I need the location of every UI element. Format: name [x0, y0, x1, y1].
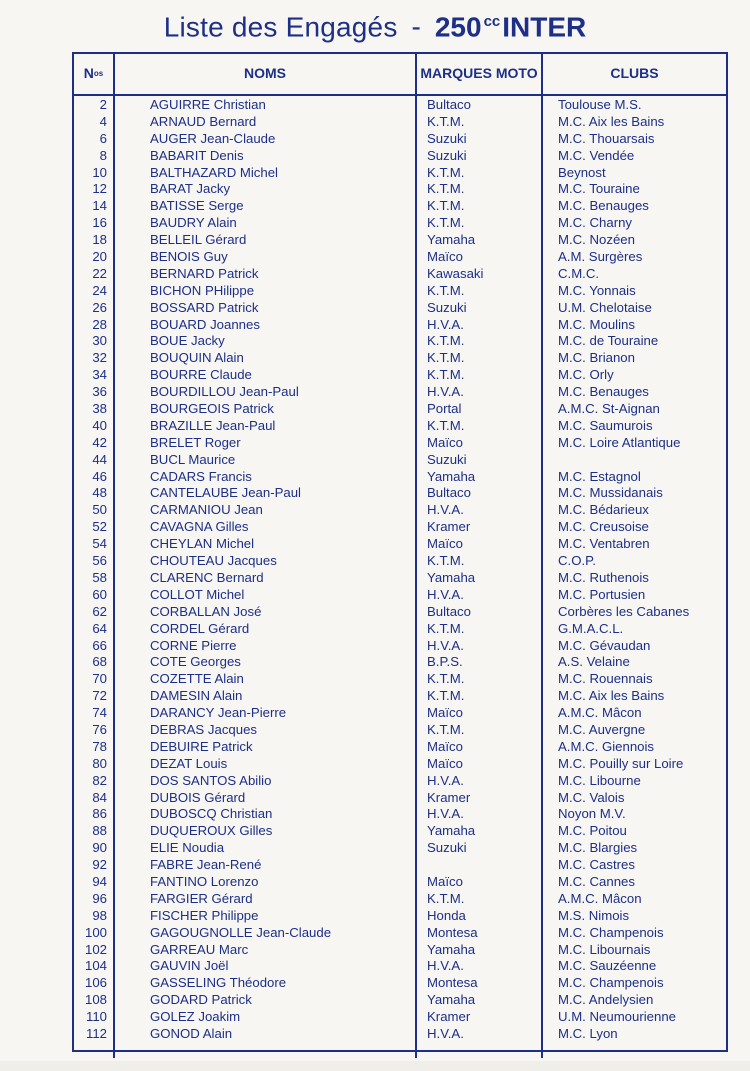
table-row [0, 688, 750, 705]
entry-number: 54 [92, 536, 107, 552]
entry-number: 88 [92, 823, 107, 839]
rider-name: BELLEIL Gérard [150, 232, 247, 248]
club-name: M.C. Champenois [558, 924, 664, 940]
club-name: M.C. de Touraine [558, 333, 659, 349]
motorcycle-make: K.T.M. [427, 181, 465, 197]
table-row [0, 705, 750, 722]
entry-number: 104 [84, 958, 107, 974]
club-name: G.M.A.C.L. [558, 620, 624, 636]
rider-name: GARREAU Marc [150, 941, 249, 957]
motorcycle-make: Yamaha [427, 823, 476, 839]
table-row [0, 198, 750, 215]
rider-name: CHOUTEAU Jacques [150, 553, 277, 569]
motorcycle-make: Bultaco [427, 603, 471, 619]
rider-name: GOLEZ Joakim [150, 1009, 241, 1025]
club-name: M.C. Portusien [558, 586, 646, 602]
table-row [0, 1009, 750, 1026]
rider-name: BOUQUIN Alain [150, 350, 244, 366]
motorcycle-make: Montesa [427, 975, 478, 991]
club-name: A.M.C. Mâcon [558, 705, 642, 721]
table-row [0, 249, 750, 266]
entry-number: 48 [92, 485, 107, 501]
table-row [0, 722, 750, 739]
entry-number: 100 [84, 924, 107, 940]
motorcycle-make: K.T.M. [427, 164, 465, 180]
motorcycle-make: Kramer [427, 519, 471, 535]
club-name: M.S. Nimois [558, 907, 630, 923]
rider-name: GODARD Patrick [150, 992, 252, 1008]
entry-number: 2 [99, 97, 107, 112]
club-name: M.C. Touraine [558, 181, 640, 197]
entry-number: 102 [84, 941, 107, 957]
entry-number: 62 [92, 603, 107, 619]
header-make-label: MARQUES MOTO [420, 65, 538, 81]
table-row [0, 621, 750, 638]
club-name: C.O.P. [558, 553, 596, 569]
rider-name: DEBRAS Jacques [150, 721, 258, 737]
table-row [0, 148, 750, 165]
entry-number: 112 [85, 1025, 107, 1041]
rider-name: CAVAGNA Gilles [150, 519, 249, 535]
motorcycle-make: Bultaco [427, 485, 471, 501]
entry-number: 64 [92, 620, 107, 636]
title-cc-number: 250 [434, 11, 482, 43]
table-row [0, 958, 750, 975]
club-name: U.M. Neumourienne [558, 1009, 677, 1025]
club-name: U.M. Chelotaise [558, 299, 652, 315]
table-row [0, 114, 750, 131]
rider-name: BENOIS Guy [150, 249, 228, 265]
motorcycle-make: K.T.M. [427, 688, 465, 704]
table-row [0, 857, 750, 874]
club-name: M.C. Bédarieux [558, 502, 649, 518]
motorcycle-make: K.T.M. [427, 721, 465, 737]
club-name: Corbères les Cabanes [558, 603, 690, 619]
club-name: M.C. Ventabren [558, 536, 650, 552]
motorcycle-make: Yamaha [427, 468, 476, 484]
header-divider [72, 94, 728, 96]
title-text: Liste des Engagés [163, 11, 398, 43]
rider-name: BOSSARD Patrick [150, 299, 259, 315]
club-name: Toulouse M.S. [558, 97, 642, 112]
header-club-label: CLUBS [610, 65, 659, 81]
motorcycle-make: Suzuki [427, 299, 467, 315]
entry-number: 46 [92, 468, 107, 484]
header-name-label: NOMS [244, 65, 286, 81]
table-row [0, 181, 750, 198]
rider-name: DARANCY Jean-Pierre [150, 705, 287, 721]
entry-number: 50 [92, 502, 107, 518]
rider-name: CORBALLAN José [150, 603, 262, 619]
rider-name: BRELET Roger [150, 434, 241, 450]
table-row [0, 452, 750, 469]
entry-number: 26 [92, 299, 107, 315]
rider-name: BOUE Jacky [150, 333, 225, 349]
rider-name: FABRE Jean-René [150, 857, 262, 873]
entry-number: 60 [92, 586, 107, 602]
motorcycle-make: K.T.M. [427, 198, 465, 214]
club-name: M.C. Lyon [558, 1025, 618, 1041]
club-name: M.C. Nozéen [558, 232, 635, 248]
club-name: M.C. Benauges [558, 198, 649, 214]
motorcycle-make: K.T.M. [427, 350, 465, 366]
entries-list [0, 97, 750, 1043]
club-name: M.C. Aix les Bains [558, 113, 665, 129]
entry-number: 110 [85, 1009, 107, 1025]
entry-number: 82 [92, 772, 107, 788]
page-title [0, 4, 750, 45]
club-name: M.C. Mussidanais [558, 485, 663, 501]
entry-number: 28 [92, 316, 107, 332]
table-row [0, 992, 750, 1009]
club-name: M.C. Charny [558, 215, 633, 231]
rider-name: DEBUIRE Patrick [150, 738, 253, 754]
club-name: A.M.C. Giennois [558, 738, 655, 754]
rider-name: FISCHER Philippe [150, 907, 259, 923]
motorcycle-make: Maïco [427, 536, 463, 552]
motorcycle-make: Montesa [427, 924, 478, 940]
club-name: Beynost [558, 164, 606, 180]
table-row [0, 283, 750, 300]
entry-number: 96 [92, 890, 107, 906]
entry-number: 32 [92, 350, 107, 366]
table-row [0, 232, 750, 249]
motorcycle-make: H.V.A. [427, 806, 464, 822]
rider-name: DUBOIS Gérard [150, 789, 246, 805]
table-row [0, 671, 750, 688]
motorcycle-make: Kawasaki [427, 265, 484, 281]
entry-number: 76 [92, 721, 107, 737]
motorcycle-make: Yamaha [427, 569, 476, 585]
club-name: M.C. Auvergne [558, 721, 646, 737]
motorcycle-make: Suzuki [427, 147, 467, 163]
motorcycle-make: H.V.A. [427, 1025, 464, 1041]
header-num-sup: os [93, 68, 104, 78]
club-name: M.C. Castres [558, 857, 635, 873]
motorcycle-make: Kramer [427, 1009, 471, 1025]
table-row [0, 97, 750, 114]
rider-name: BUCL Maurice [150, 451, 236, 467]
rider-name: AGUIRRE Christian [150, 97, 266, 112]
table-row [0, 485, 750, 502]
club-name: M.C. Ruthenois [558, 569, 649, 585]
rider-name: BICHON PHilippe [150, 282, 255, 298]
rider-name: BOUARD Joannes [150, 316, 260, 332]
table-row [0, 215, 750, 232]
table-row [0, 333, 750, 350]
entry-number: 40 [92, 417, 107, 433]
table-row [0, 773, 750, 790]
motorcycle-make: Portal [427, 401, 462, 417]
rider-name: CHEYLAN Michel [150, 536, 255, 552]
table-row [0, 469, 750, 486]
entry-number: 20 [92, 249, 107, 265]
club-name: M.C. Estagnol [558, 468, 641, 484]
rider-name: BARAT Jacky [150, 181, 231, 197]
club-name: A.S. Velaine [558, 654, 630, 670]
club-name: Noyon M.V. [558, 806, 626, 822]
motorcycle-make: B.P.S. [427, 654, 463, 670]
entry-number: 86 [92, 806, 107, 822]
club-name: M.C. Andelysien [558, 992, 654, 1008]
motorcycle-make: K.T.M. [427, 215, 465, 231]
table-row [0, 131, 750, 148]
rider-name: ARNAUD Bernard [150, 113, 257, 129]
motorcycle-make: Yamaha [427, 232, 476, 248]
table-row [0, 587, 750, 604]
rider-name: BOURRE Claude [150, 367, 252, 383]
motorcycle-make: Maïco [427, 755, 463, 771]
motorcycle-make: H.V.A. [427, 384, 464, 400]
entry-number: 34 [92, 367, 107, 383]
entry-number: 10 [92, 164, 107, 180]
rider-name: BATISSE Serge [150, 198, 244, 214]
table-row [0, 536, 750, 553]
motorcycle-make: Suzuki [427, 451, 467, 467]
motorcycle-make: H.V.A. [427, 586, 464, 602]
rider-name: COZETTE Alain [150, 671, 244, 687]
motorcycle-make: Honda [427, 907, 466, 923]
table-row [0, 840, 750, 857]
entry-number: 52 [92, 519, 107, 535]
rider-name: FARGIER Gérard [150, 890, 253, 906]
table-row [0, 165, 750, 182]
club-name: M.C. Saumurois [558, 417, 653, 433]
club-name: M.C. Champenois [558, 975, 664, 991]
rider-name: GONOD Alain [150, 1025, 233, 1041]
entry-number: 44 [92, 451, 107, 467]
rider-name: CORDEL Gérard [150, 620, 250, 636]
table-row [0, 806, 750, 823]
rider-name: BERNARD Patrick [150, 265, 259, 281]
club-name: M.C. Pouilly sur Loire [558, 755, 684, 771]
rider-name: DUQUEROUX Gilles [150, 823, 273, 839]
club-name: M.C. Thouarsais [558, 130, 655, 146]
rider-name: DEZAT Louis [150, 755, 228, 771]
rider-name: BAUDRY Alain [150, 215, 237, 231]
entry-number: 68 [92, 654, 107, 670]
entry-number: 36 [92, 384, 107, 400]
club-name: M.C. Libournais [558, 941, 651, 957]
entry-number: 74 [92, 705, 107, 721]
motorcycle-make: Maïco [427, 738, 463, 754]
club-name: M.C. Moulins [558, 316, 635, 332]
motorcycle-make: K.T.M. [427, 333, 465, 349]
club-name: M.C. Vendée [558, 147, 635, 163]
entry-number: 90 [92, 840, 107, 856]
club-name: M.C. Poitou [558, 823, 627, 839]
rider-name: DUBOSCQ Christian [150, 806, 273, 822]
table-row [0, 367, 750, 384]
club-name: M.C. Loire Atlantique [558, 434, 681, 450]
rider-name: COTE Georges [150, 654, 241, 670]
rider-name: BOURGEOIS Patrick [150, 401, 274, 417]
entry-number: 92 [92, 857, 107, 873]
club-name: M.C. Sauzéenne [558, 958, 657, 974]
table-row [0, 942, 750, 959]
rider-name: AUGER Jean-Claude [150, 130, 276, 146]
entry-number: 56 [92, 553, 107, 569]
table-row [0, 502, 750, 519]
club-name: M.C. Blargies [558, 840, 638, 856]
club-name: A.M. Surgères [558, 249, 643, 265]
table-row [0, 266, 750, 283]
rider-name: GAUVIN Joël [150, 958, 229, 974]
header-club [543, 52, 726, 94]
motorcycle-make: Maïco [427, 249, 463, 265]
motorcycle-make: Suzuki [427, 130, 467, 146]
rider-name: GAGOUGNOLLE Jean-Claude [150, 924, 332, 940]
entry-number: 70 [92, 671, 107, 687]
table-row [0, 654, 750, 671]
motorcycle-make: K.T.M. [427, 553, 465, 569]
motorcycle-make: Kramer [427, 789, 471, 805]
entry-number: 6 [99, 130, 107, 146]
rider-name: ELIE Noudia [150, 840, 225, 856]
club-name: M.C. Valois [558, 789, 625, 805]
entry-number: 94 [92, 873, 107, 889]
entry-number: 8 [99, 147, 107, 163]
entry-number: 84 [92, 789, 107, 805]
motorcycle-make: H.V.A. [427, 772, 464, 788]
entry-number: 106 [84, 975, 107, 991]
entry-number: 72 [92, 688, 107, 704]
table-row [0, 874, 750, 891]
club-name: M.C. Orly [558, 367, 614, 383]
motorcycle-make: Maïco [427, 434, 463, 450]
club-name: M.C. Yonnais [558, 282, 636, 298]
entry-number: 42 [92, 434, 107, 450]
rider-name: FANTINO Lorenzo [150, 873, 259, 889]
club-name: M.C. Benauges [558, 384, 649, 400]
header-make [417, 52, 541, 94]
entry-number: 98 [92, 907, 107, 923]
motorcycle-make: Maïco [427, 705, 463, 721]
rider-name: BRAZILLE Jean-Paul [150, 417, 276, 433]
rider-name: BALTHAZARD Michel [150, 164, 278, 180]
motorcycle-make: K.T.M. [427, 113, 465, 129]
table-row [0, 570, 750, 587]
motorcycle-make: K.T.M. [427, 620, 465, 636]
entry-number: 12 [92, 181, 107, 197]
table-row [0, 925, 750, 942]
entry-number: 24 [92, 282, 107, 298]
table-row [0, 891, 750, 908]
motorcycle-make: Maïco [427, 873, 463, 889]
motorcycle-make: K.T.M. [427, 417, 465, 433]
title-cc-unit: cc [483, 13, 501, 30]
club-name: M.C. Creusoise [558, 519, 649, 535]
motorcycle-make: Yamaha [427, 941, 476, 957]
table-row [0, 401, 750, 418]
rider-name: BOURDILLOU Jean-Paul [150, 384, 299, 400]
table-row [0, 384, 750, 401]
entry-number: 4 [99, 113, 107, 129]
club-name: A.M.C. Mâcon [558, 890, 642, 906]
motorcycle-make: H.V.A. [427, 316, 464, 332]
rider-name: CLARENC Bernard [150, 569, 264, 585]
table-row [0, 823, 750, 840]
rider-name: CANTELAUBE Jean-Paul [150, 485, 301, 501]
club-name: M.C. Brianon [558, 350, 635, 366]
motorcycle-make: K.T.M. [427, 890, 465, 906]
rider-name: DOS SANTOS Abilio [150, 772, 272, 788]
title-separator: - [411, 11, 421, 43]
header-name [115, 52, 415, 94]
header-num-label: N [83, 65, 94, 81]
motorcycle-make: Suzuki [427, 840, 467, 856]
entry-number: 30 [92, 333, 107, 349]
entry-number: 80 [92, 755, 107, 771]
rider-name: BABARIT Denis [150, 147, 244, 163]
table-row [0, 435, 750, 452]
club-name: M.C. Cannes [558, 873, 635, 889]
table-row [0, 638, 750, 655]
rider-name: CADARS Francis [150, 468, 252, 484]
club-name: M.C. Aix les Bains [558, 688, 665, 704]
table-row [0, 418, 750, 435]
title-class: INTER [502, 11, 587, 43]
entry-number: 14 [92, 198, 107, 214]
motorcycle-make: H.V.A. [427, 502, 464, 518]
page-bottom-edge [0, 1061, 750, 1071]
entry-number: 66 [92, 637, 107, 653]
club-name: A.M.C. St-Aignan [558, 401, 660, 417]
club-name: C.M.C. [558, 265, 600, 281]
motorcycle-make: K.T.M. [427, 671, 465, 687]
motorcycle-make: Bultaco [427, 97, 471, 112]
table-row [0, 350, 750, 367]
entry-number: 58 [92, 569, 107, 585]
club-name: M.C. Libourne [558, 772, 641, 788]
rider-name: CORNE Pierre [150, 637, 237, 653]
entry-number: 16 [92, 215, 107, 231]
entry-number: 108 [84, 992, 107, 1008]
motorcycle-make: K.T.M. [427, 282, 465, 298]
club-name: M.C. Gévaudan [558, 637, 651, 653]
header-num [74, 52, 113, 94]
rider-name: COLLOT Michel [150, 586, 245, 602]
motorcycle-make: H.V.A. [427, 958, 464, 974]
entry-number: 22 [92, 265, 107, 281]
club-name: M.C. Rouennais [558, 671, 653, 687]
table-row [0, 756, 750, 773]
entry-number: 78 [92, 738, 107, 754]
entry-number: 38 [92, 401, 107, 417]
table-row [0, 975, 750, 992]
table-row [0, 1026, 750, 1043]
motorcycle-make: K.T.M. [427, 367, 465, 383]
table-row [0, 604, 750, 621]
entry-number: 18 [92, 232, 107, 248]
table-row [0, 300, 750, 317]
table-row [0, 553, 750, 570]
motorcycle-make: H.V.A. [427, 637, 464, 653]
rider-name: GASSELING Théodore [150, 975, 287, 991]
motorcycle-make: Yamaha [427, 992, 476, 1008]
table-row [0, 908, 750, 925]
table-row [0, 790, 750, 807]
rider-name: DAMESIN Alain [150, 688, 243, 704]
table-row [0, 519, 750, 536]
table-row [0, 317, 750, 334]
rider-name: CARMANIOU Jean [150, 502, 263, 518]
table-row [0, 739, 750, 756]
